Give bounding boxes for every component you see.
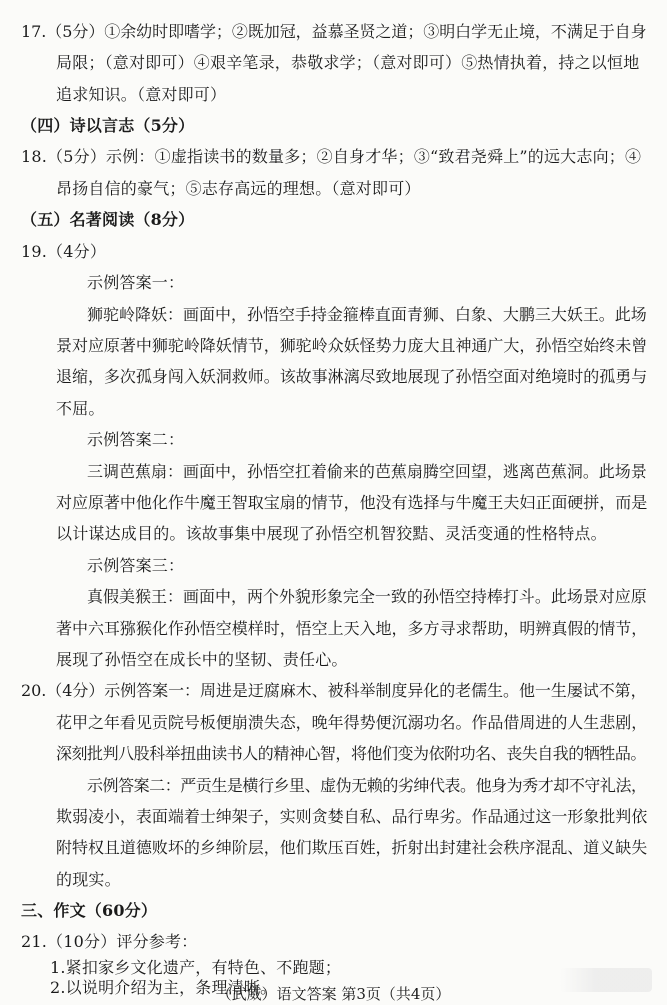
answer-21-heading: 21.（10分）评分参考：	[21, 932, 198, 951]
section-heading-poetry: （四）诗以言志（5分）	[21, 116, 195, 135]
section-heading-classics-reading: （五）名著阅读（8分）	[21, 210, 195, 229]
answer-19-heading: 19.（4分）	[21, 242, 107, 261]
answer-18-line-2: 昂扬自信的豪气；⑤志存高远的理想。（意对即可）	[56, 179, 421, 198]
answer-20-example-2-line-4: 的现实。	[56, 870, 121, 889]
answer-17-line-1: 17.（5分）①余幼时即嗜学；②既加冠，益慕圣贤之道；③明白学无止境，不满足于自身	[21, 22, 647, 41]
answer-19-example-3-line-2: 著中六耳猕猴化作孙悟空模样时，悟空上天入地，多方寻求帮助，明辨真假的情节，	[56, 619, 648, 638]
page-footer: （武威）语文答案 第3页（共4页）	[216, 985, 451, 1003]
answer-20-example-2-line-3: 附特权且道德败坏的乡绅阶层，他们欺压百姓，折射出封建社会秩序混乱、道义缺失	[56, 838, 648, 857]
answer-20-example-1-line-3: 深刻批判八股科举扭曲读书人的精神心智，将他们变为依附功名、丧失自我的牺牲品。	[56, 744, 646, 763]
section-heading-composition: 三、作文（60分）	[21, 901, 158, 920]
answer-19-example-1-line-3: 退缩，多次孤身闯入妖洞救师。该故事淋漓尽致地展现了孙悟空面对绝境时的孤勇与	[56, 367, 648, 386]
answer-21-criterion-1: 1.紧扣家乡文化遗产，有特色、不跑题；	[50, 958, 342, 977]
answer-17-line-3: 追求知识。（意对即可）	[56, 85, 227, 104]
answer-17-line-2: 局限；（意对即可）④艰辛笔录，恭敬求学；（意对即可）⑤热情执着，持之以恒地	[56, 53, 640, 72]
answer-21-criterion-2: 2.以说明介绍为主，条理清晰。	[50, 978, 277, 997]
answer-19-example-1-line-1: 狮驼岭降妖：画面中，孙悟空手持金箍棒直面青狮、白象、大鹏三大妖王。此场	[87, 305, 647, 324]
answer-20-example-1-line-1: 20.（4分）示例答案一：周进是迂腐麻木、被科举制度异化的老儒生。他一生屡试不第，	[21, 681, 647, 700]
answer-19-example-1-label: 示例答案一：	[87, 273, 185, 292]
answer-19-example-1-line-2: 景对应原著中狮驼岭降妖情节，狮驼岭众妖怪势力庞大且神通广大，孙悟空始终未曾	[56, 336, 648, 355]
answer-19-example-2-line-2: 对应原著中他化作牛魔王智取宝扇的情节，他没有选择与牛魔王夫妇正面硬拼，而是	[56, 493, 648, 512]
answer-19-example-3-line-1: 真假美猴王：画面中，两个外貌形象完全一致的孙悟空持棒打斗。此场景对应原	[87, 587, 647, 606]
answer-18-line-1: 18.（5分）示例：①虚指读书的数量多；②自身才华；③“致君尧舜上”的远大志向；④	[21, 147, 642, 166]
watermark-overlay	[560, 968, 652, 992]
answer-20-example-1-line-2: 花甲之年看见贡院号板便崩溃失态，晚年得势便沉溺功名。作品借周进的人生悲剧，	[56, 713, 648, 732]
answer-20-example-2-line-2: 欺弱凌小，表面端着士绅架子，实则贪婪自私、品行卑劣。作品通过这一形象批判依	[56, 807, 648, 826]
answer-19-example-2-line-1: 三调芭蕉扇：画面中，孙悟空扛着偷来的芭蕉扇腾空回望，逃离芭蕉洞。此场景	[87, 462, 647, 481]
answer-19-example-3-line-3: 展现了孙悟空在成长中的坚韧、责任心。	[56, 650, 348, 669]
answer-19-example-2-line-3: 以计谋达成目的。该故事集中展现了孙悟空机智狡黠、灵活变通的性格特点。	[56, 524, 607, 543]
answer-19-example-3-label: 示例答案三：	[87, 556, 185, 575]
answer-19-example-2-label: 示例答案二：	[87, 430, 185, 449]
answer-19-example-1-line-4: 不屈。	[56, 399, 105, 418]
answer-20-example-2-line-1: 示例答案二：严贡生是横行乡里、虚伪无赖的劣绅代表。他身为秀才却不守礼法，	[87, 776, 647, 795]
